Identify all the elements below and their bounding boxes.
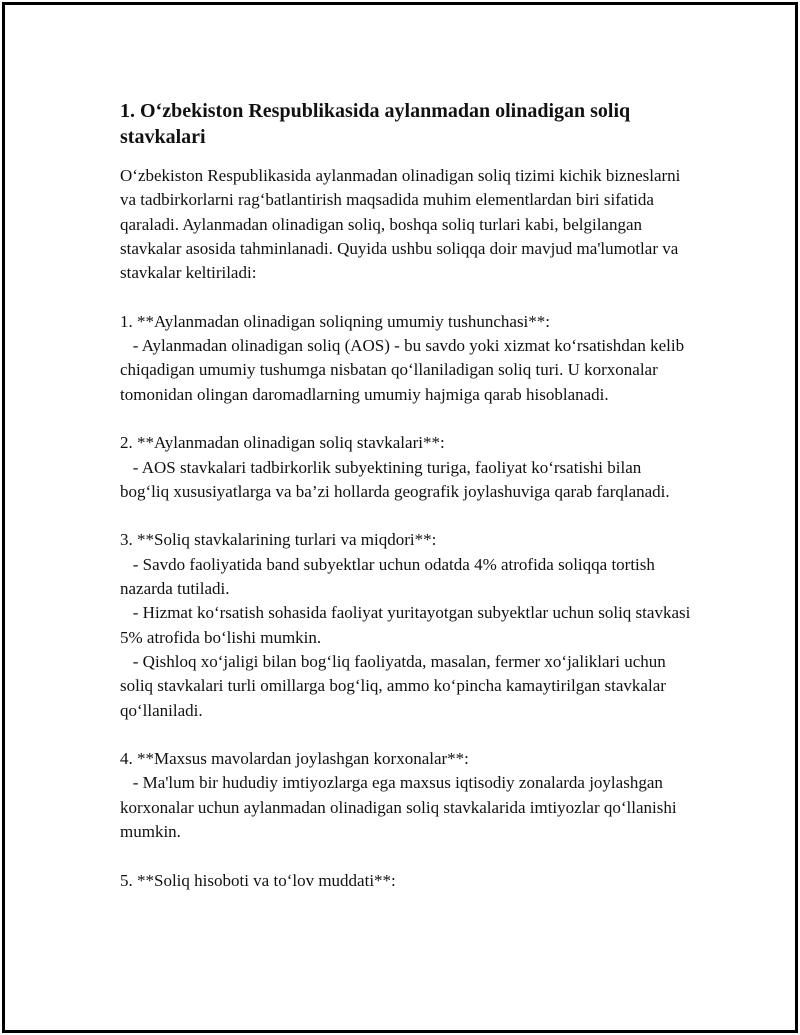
section-item: - Ma'lum bir hududiy imtiyozlarga ega maxsus iqtisodiy zonalarda joylashgan korxonalar uchun aylanmadan olinadigan soliq stavkalarida imtiyozlar qo‘llanishi mumkin. xyxy=(120,773,681,842)
section-heading: 2. **Aylanmadan olinadigan soliq stavkalari**: xyxy=(120,433,445,453)
section-heading: 4. **Maxsus mavolardan joylashgan korxonalar**: xyxy=(120,749,469,769)
section-heading: 5. **Soliq hisoboti va to‘lov muddati**: xyxy=(120,870,396,890)
section-item: - AOS stavkalari tadbirkorlik subyektining turiga, faoliyat ko‘rsatishi bilan bog‘liq xususiyatlarga va ba’zi hollarda geografik joylashuviga qarab farqlanadi. xyxy=(120,457,670,501)
section-3 xyxy=(120,528,695,722)
document-title: 1. O‘zbekiston Respublikasida aylanmadan olinadigan soliq stavkalari xyxy=(120,100,631,148)
document-page xyxy=(2,2,798,1033)
section-item: - Aylanmadan olinadigan soliq (AOS) - bu savdo yoki xizmat ko‘rsatishdan kelib chiqadigan umumiy tushumga nisbatan qo‘llaniladigan soliq turi. U korxonalar tomonidan olingan daromadlarning umumiy hajmiga qarab hisoblanadi. xyxy=(120,336,689,404)
section-heading: 1. **Aylanmadan olinadigan soliqning umumiy tushunchasi**: xyxy=(120,311,551,331)
section-item: - Hizmat ko‘rsatish sohasida faoliyat yuritayotgan subyektlar uchun soliq stavkasi 5% atrofida bo‘lishi mumkin. xyxy=(120,603,695,647)
intro-paragraph: O‘zbekiston Respublikasida aylanmadan olinadigan soliq tizimi kichik bizneslarni va tadbirkorlarni rag‘batlantirish maqsadida muhim elementlardan biri sifatida qaraladi. Aylanmadan olinadigan soliq, boshqa soliq turlari kabi, belgilangan stavkalar asosida tahminlanadi. Quyida ushbu soliqqa doir mavjud ma'lumotlar va stavkalar keltiriladi: xyxy=(120,166,681,283)
section-item: - Qishloq xo‘jaligi bilan bog‘liq faoliyatda, masalan, fermer xo‘jaliklari uchun soliq stavkalari turli omillarga bog‘liq, ammo ko‘pincha kamaytirilgan stavkalar qo‘llaniladi. xyxy=(120,651,671,720)
section-1 xyxy=(120,310,692,407)
section-4 xyxy=(120,747,692,844)
section-heading: 3. **Soliq stavkalarining turlari va miqdori**: xyxy=(120,530,437,550)
section-2 xyxy=(120,431,692,504)
section-item: - Savdo faoliyatida band subyektlar uchun odatda 4% atrofida soliqqa tortish nazarda tutiladi. xyxy=(120,554,660,599)
document-content xyxy=(120,98,695,893)
section-5 xyxy=(120,869,692,893)
